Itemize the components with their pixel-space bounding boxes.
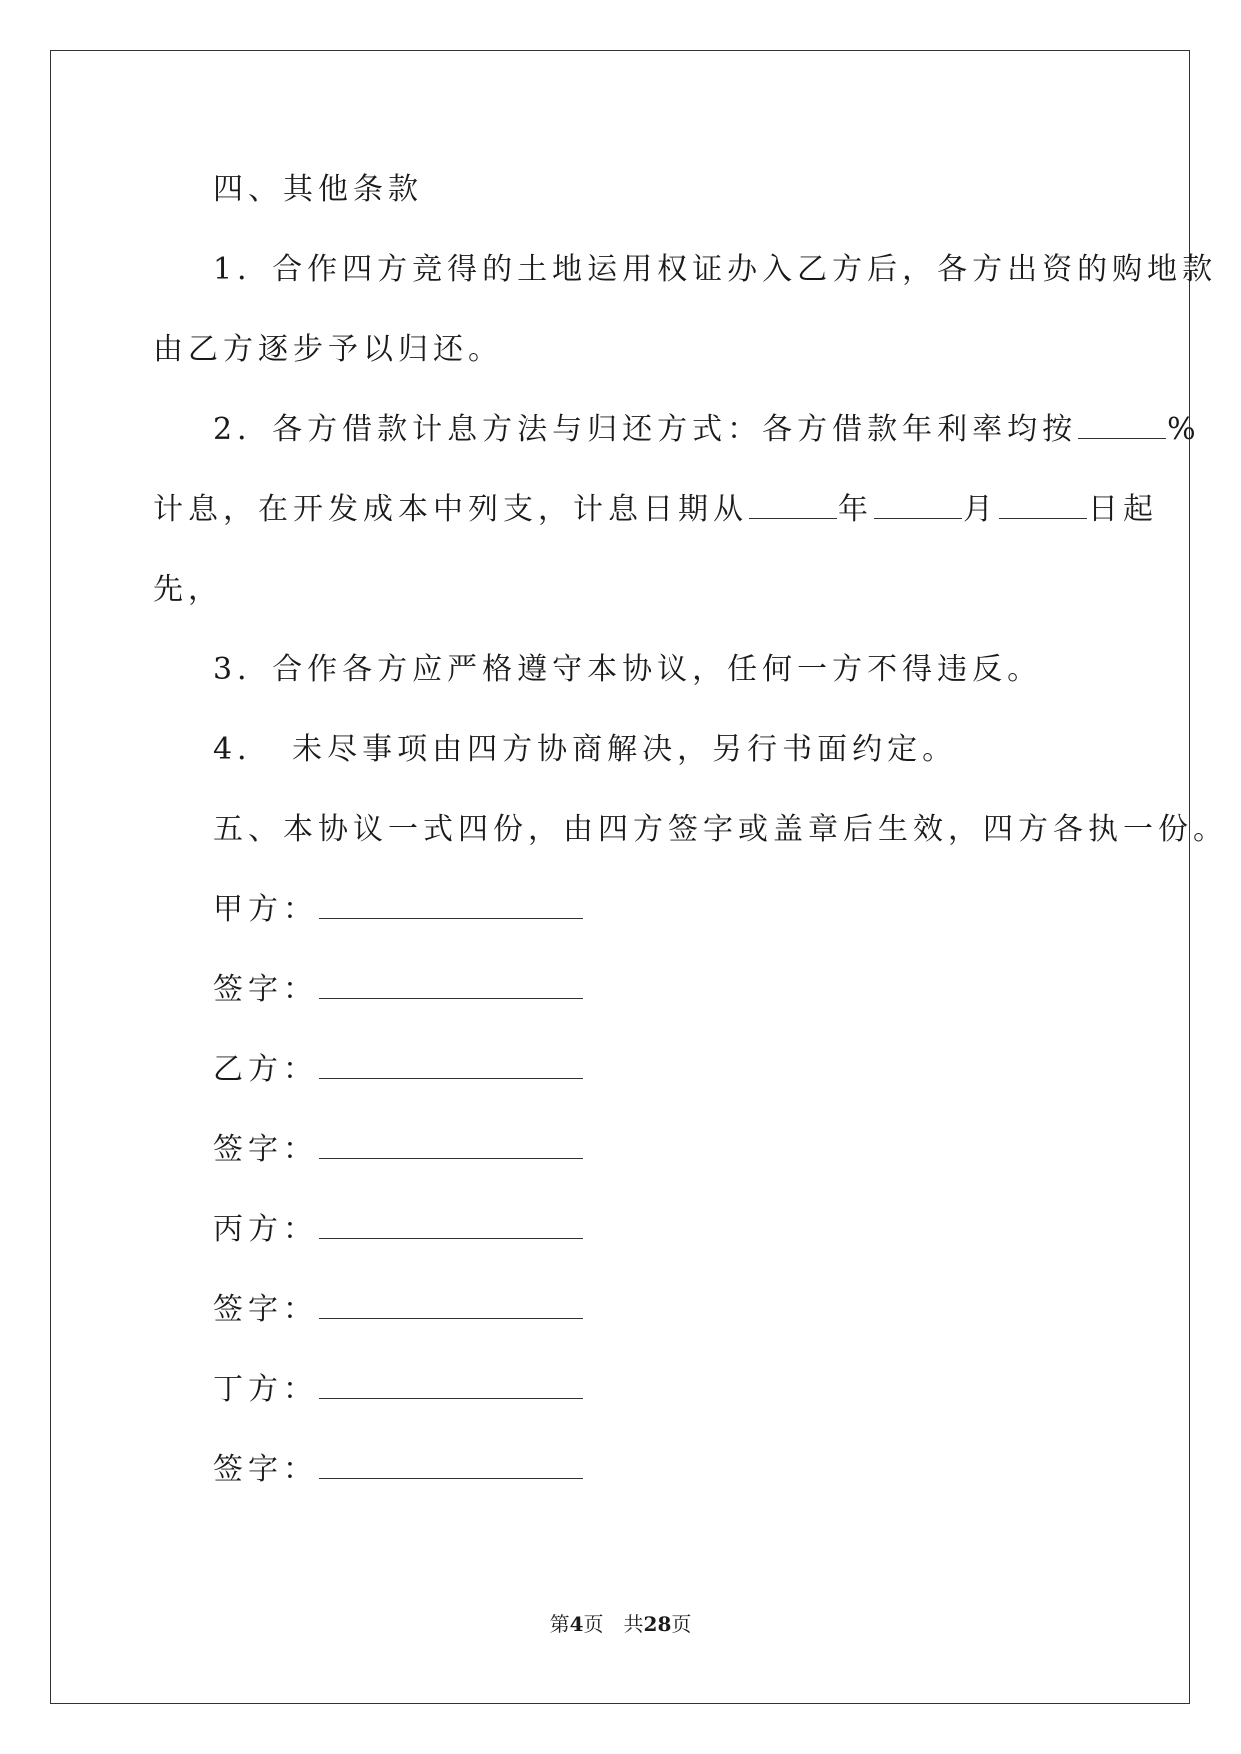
signature-blank[interactable] <box>319 1450 583 1479</box>
clause-1-line-1: 1．合作四方竞得的土地运用权证办入乙方后，各方出资的购地款 <box>213 252 1218 287</box>
signature-blank[interactable] <box>319 1050 583 1079</box>
interest-rate-blank[interactable] <box>1078 410 1166 439</box>
section-heading: 四、其他条款 <box>213 172 423 207</box>
year-blank[interactable] <box>749 490 837 519</box>
signature-label: 甲方： <box>213 892 318 927</box>
signature-label: 签字： <box>213 1292 318 1327</box>
signature-line-sign-a <box>213 970 584 1010</box>
signature-blank[interactable] <box>319 890 583 919</box>
signature-line-party-b <box>213 1050 584 1090</box>
signature-label: 签字： <box>213 1452 318 1487</box>
signature-label: 乙方： <box>213 1052 318 1087</box>
day-label: 日起 <box>1088 492 1158 527</box>
signature-blank[interactable] <box>319 1290 583 1319</box>
clause-2-line-3: 先， <box>153 572 223 607</box>
signature-blank[interactable] <box>319 1370 583 1399</box>
page-prefix: 第 <box>549 1612 570 1636</box>
page-suffix: 页 <box>583 1612 604 1636</box>
month-label: 月 <box>963 492 998 527</box>
signature-line-party-c <box>213 1210 584 1250</box>
clause-4: 4． 未尽事项由四方协商解决，另行书面约定。 <box>213 732 958 767</box>
total-pages: 28 <box>643 1612 672 1636</box>
signature-line-party-a <box>213 890 584 930</box>
signature-label: 签字： <box>213 1132 318 1167</box>
clause-2-text: 2．各方借款计息方法与归还方式：各方借款年利率均按 <box>213 412 1078 447</box>
section-5: 五、本协议一式四份，由四方签字或盖章后生效，四方各执一份。 <box>213 812 1228 847</box>
clause-1-line-2: 由乙方逐步予以归还。 <box>153 332 503 367</box>
page-number: 4 <box>569 1612 584 1636</box>
percent-sign: % <box>1167 412 1201 447</box>
total-suffix: 页 <box>671 1612 692 1636</box>
signature-blank[interactable] <box>319 970 583 999</box>
signature-line-sign-b <box>213 1130 584 1170</box>
signature-label: 丙方： <box>213 1212 318 1247</box>
page-footer <box>0 1610 1241 1638</box>
signature-line-sign-d <box>213 1450 584 1490</box>
signature-line-party-d <box>213 1370 584 1410</box>
signature-blank[interactable] <box>319 1130 583 1159</box>
month-blank[interactable] <box>874 490 962 519</box>
clause-3: 3．合作各方应严格遵守本协议，任何一方不得违反。 <box>213 652 1043 687</box>
clause-2-line-2 <box>153 490 1158 530</box>
year-label: 年 <box>838 492 873 527</box>
signature-label: 签字： <box>213 972 318 1007</box>
clause-2-line-2-text: 计息，在开发成本中列支，计息日期从 <box>153 492 748 527</box>
day-blank[interactable] <box>999 490 1087 519</box>
clause-2-line-1 <box>213 410 1201 450</box>
signature-blank[interactable] <box>319 1210 583 1239</box>
total-prefix: 共 <box>623 1612 644 1636</box>
signature-label: 丁方： <box>213 1372 318 1407</box>
signature-line-sign-c <box>213 1290 584 1330</box>
